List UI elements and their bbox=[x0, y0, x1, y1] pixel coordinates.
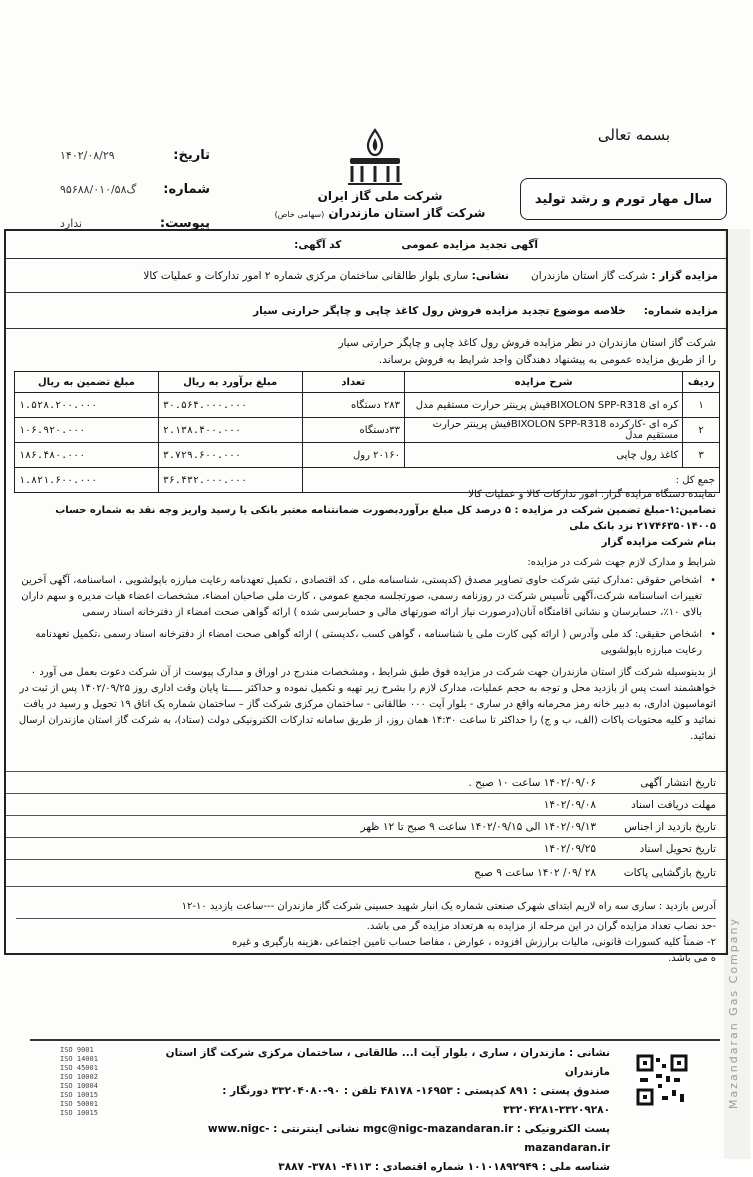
iso-item: ISO 10015 bbox=[60, 1109, 98, 1117]
iso-item: ISO 45001 bbox=[60, 1064, 98, 1072]
schedule-label: تاریخ بازدید از اجناس bbox=[624, 820, 716, 833]
schedule-value: ۱۴۰۲/۰۹/۲۵ bbox=[543, 842, 596, 855]
schedule-label: تاریخ بازگشایی پاکات bbox=[623, 867, 716, 879]
iso-item: ISO 10015 bbox=[60, 1091, 98, 1099]
basmala: بسمه تعالی bbox=[597, 126, 670, 144]
iso-item: ISO 10004 bbox=[60, 1082, 98, 1090]
guarantee-line-2: بنام شرکت مزایده گزار bbox=[601, 537, 716, 548]
col-estimate: مبلغ برآورد به ریال bbox=[158, 372, 302, 393]
row-quantity: ۲۸۳ دستگاه bbox=[302, 393, 404, 418]
table-row bbox=[15, 443, 720, 468]
company-sub: شرکت گاز استان مازندران bbox=[328, 206, 486, 220]
schedule-value: ۱۴۰۲/۰۹/۱۳ الی ۱۴۰۲/۰۹/۱۵ ساعت ۹ صبح تا ۱۲ ظهر bbox=[360, 820, 596, 833]
guarantee-line-1: تضامین:۱-مبلغ تضمین شرکت در مزایده : ۵ درصد کل مبلغ برآوردبصورت ضمانتنامه معتبر بانکی یا رسید واریز وجه نقد به شماره حساب ۲۱۷۴۶۳۵۰۱۴۰۰۵ نزد بانک ملی bbox=[55, 505, 716, 532]
qr-code bbox=[636, 1054, 688, 1106]
auction-table bbox=[14, 371, 720, 493]
address-label: نشانی: bbox=[471, 269, 509, 282]
notice-code-label: کد آگهی: bbox=[294, 238, 342, 251]
notes-block bbox=[16, 899, 716, 967]
row-guarantee: ۱۰۶.۹۲۰.۰۰۰ bbox=[15, 418, 159, 443]
note-item: -حد نصاب تعداد مزایده گران در این مرحله از مزایده به هرتعداد مزایده گر می باشد. bbox=[366, 921, 716, 932]
nigc-logo bbox=[338, 128, 412, 186]
row-index: ۱ bbox=[683, 393, 720, 418]
row-estimate: ۳.۷۲۹.۶۰۰.۰۰۰ bbox=[158, 443, 302, 468]
notice-title: آگهی تجدید مزایده عمومی bbox=[401, 238, 538, 251]
schedule-value: ۲۸ /۰۹/ ۱۴۰۲ ساعت ۹ صبح bbox=[474, 867, 596, 879]
total-estimate: ۳۶.۴۳۲.۰۰۰.۰۰۰ bbox=[158, 468, 302, 493]
row-index: ۳ bbox=[683, 443, 720, 468]
number-label: شماره: bbox=[163, 181, 210, 197]
iso-item: ISO 10002 bbox=[60, 1073, 98, 1081]
schedule-value: ۱۴۰۲/۰۹/۰۸ bbox=[543, 798, 596, 811]
date-value: ۱۴۰۲/۰۸/۲۹ bbox=[60, 148, 115, 162]
schedule-row bbox=[6, 793, 726, 815]
table-header-row bbox=[15, 372, 720, 393]
iso-certifications bbox=[60, 1046, 138, 1118]
iso-item: ISO 9001 bbox=[60, 1046, 94, 1054]
intro-paragraph bbox=[16, 335, 716, 369]
legal-persons-item: • اشخاص حقوقی :مدارک ثبتی شرکت حاوی تصاویر مصدق (کدپستی، شناسنامه ملی ، کد اقتصادی ، تکمیل تعهدنامه رعایت مبارزه باپولشویی ، اساسنامه، آگهی آخرین تغییرات اساسنامه شرکت،آگهی تأسیس شرکت در روزنامه رسمی، صورتجلسه مجمع عمومی ، کارت ملی صاحبان امضاء، مشخصات اعضاء هیات مدیره و سهم داران بالای ۱۰٪، حسابرسان و نشانی اقامتگاه آنان(درصورت نیاز ارائه صورتهای مالی و حسابرسی شده ) ارائه گواهی صحت امضاء از دفترخانه اسناد رسمی bbox=[16, 573, 716, 621]
note-item: ۲- ضمناً کلیه کسورات قانونی، مالیات برارزش افزوده ، عوارض ، مفاصا حساب تامین اجتماعی ،هزینه بارگیری و غیره bbox=[231, 937, 716, 948]
footer-phones: صندوق پستی : ۸۹۱ کدپستی : ۱۶۹۵۳- ۴۸۱۷۸ تلفن : ۹۰-۳۳۲۰۴۰۸۰ دورنگار : ۳۳۲۰۹۲۸۰-۳۳۲۰۴۲۸۱ bbox=[222, 1085, 610, 1116]
iso-item: ISO 50001 bbox=[60, 1100, 98, 1108]
row-estimate: ۲.۱۳۸.۴۰۰.۰۰۰ bbox=[158, 418, 302, 443]
row-guarantee: ۱۸۶.۴۸۰.۰۰۰ bbox=[15, 443, 159, 468]
address-value: ساری بلوار طالقانی ساختمان مرکزی شماره ۲ امور تدارکات و عملیات کالا bbox=[143, 269, 469, 282]
col-index: ردیف bbox=[683, 372, 720, 393]
table-row bbox=[15, 418, 720, 443]
footer-ids: شناسه ملی : ۱۰۱۰۱۸۹۲۹۴۹ شماره اقتصادی : ۴۱۱۳- ۳۷۸۱- ۳۸۸۷ bbox=[278, 1161, 610, 1173]
visit-address: آدرس بازدید : ساری سه راه لاریم ابتدای شهرک صنعتی شماره یک انبار شهید حسینی شرکت گاز مازندران ---ساعت بازدید ۱۰-۱۲ bbox=[16, 899, 716, 919]
total-guarantee: ۱.۸۲۱.۶۰۰.۰۰۰ bbox=[15, 468, 159, 493]
date-label: تاریخ: bbox=[173, 147, 210, 163]
company-sub-note: (سهامی خاص) bbox=[274, 210, 325, 219]
year-slogan: سال مهار تورم و رشد تولید bbox=[534, 191, 713, 207]
schedule-value: ۱۴۰۲/۰۹/۰۶ ساعت ۱۰ صبح . bbox=[468, 776, 596, 789]
number-row bbox=[60, 172, 210, 206]
invitation-paragraph: از بدینوسیله شرکت گاز استان مازندران جهت شرکت در مزایده فوق طبق شرایط ، ومشخصات مندرج در اوراق و مدارک پیوست از آن شرکت دعوت بعمل می آورد ۰ خواهشمند است پس از بازدید محل و توجه به حجم عملیات، مدارک لازم را بشرح زیر تهیه و تکمیل نموده و حداکثر ـــــتا پایان وقت اداری روز ۱۴۰۲/۰۹/۲۵ پس از ثبت در اتوماسیون اداری، به دبیر خانه رمز محرمانه واقع در ساری - بلوار آیت ۰۰۰ طالقانی - ساختمان مرکزی شرکت گاز – ساختمان شماره یک اتاق ۱۹ تحویل و رسید در یافت نمائید و کلیه محتویات پاکات (الف، ب و ج) را حداکثر تا ساعت ۱۴:۳۰ همان روز، از طریق سامانه تدارکات الکترونیکی دولت (ستاد)، به شرکت گاز استان مازندران ارسال نمائید. bbox=[18, 667, 716, 742]
intro-line-2: را از طریق مزایده عمومی به پیشنهاد دهندگان واجد شرایط به فروش برساند. bbox=[378, 354, 716, 366]
auction-number-row bbox=[6, 293, 726, 329]
auctioneer-label: مزایده گزار : bbox=[651, 269, 718, 282]
row-quantity: ۳۳دستگاه bbox=[302, 418, 404, 443]
schedule-row bbox=[6, 815, 726, 837]
auctioneer-row bbox=[6, 259, 726, 293]
schedule-row bbox=[6, 771, 726, 793]
attachment-value: ندارد bbox=[60, 216, 83, 230]
side-strip-text: Mazandaran Gas Company bbox=[727, 917, 740, 1109]
schedule-row bbox=[6, 859, 726, 887]
company-sub-line bbox=[250, 205, 510, 223]
representative-line: نماینده دستگاه مزایده گزار: امور تدارکات کالا و عملیات کالا bbox=[468, 489, 716, 500]
schedule-label: مهلت دریافت اسناد bbox=[631, 798, 716, 811]
row-quantity: ۲۰۱۶۰ رول bbox=[302, 443, 404, 468]
year-slogan-box bbox=[520, 178, 727, 220]
footer-web: پست الکترونیکی : mgc@nigc-mazandaran.ir نشانی اینترنتی : www.nigc-mazandaran.ir bbox=[207, 1123, 610, 1154]
letter-meta bbox=[60, 138, 210, 240]
company-block bbox=[250, 188, 510, 223]
conditions-title: شرایط و مدارک لازم جهت شرکت در مزایده: bbox=[527, 557, 716, 568]
schedule-row bbox=[6, 837, 726, 859]
number-value: گ۹۵۶۸۸/۰۱۰/۵۸ bbox=[60, 182, 137, 196]
company-name: شرکت ملی گاز ایران bbox=[317, 189, 443, 203]
schedule-label: تاریخ تحویل اسناد bbox=[639, 842, 716, 855]
col-guarantee: مبلغ تضمین به ریال bbox=[15, 372, 159, 393]
col-quantity: تعداد bbox=[302, 372, 404, 393]
notice-title-row bbox=[6, 231, 726, 259]
conditions-block bbox=[16, 487, 716, 745]
row-description: کره ای -کارکرده BIXOLON SPP-R318فیش پرینتر حرارت مستقیم مدل bbox=[404, 418, 682, 443]
date-row bbox=[60, 138, 210, 172]
row-description: کره ای BIXOLON SPP-R318فیش پرینتر حرارت مستقیم مدل bbox=[404, 393, 682, 418]
schedule-label: تاریخ انتشار آگهی bbox=[640, 776, 716, 789]
note-item: ه می باشد. bbox=[668, 953, 716, 964]
row-guarantee: ۱.۵۲۸.۲۰۰.۰۰۰ bbox=[15, 393, 159, 418]
auctioneer-value: شرکت گاز استان مازندران bbox=[531, 269, 649, 282]
row-description: کاغذ رول چاپی bbox=[404, 443, 682, 468]
natural-persons-item: • اشخاص حقیقی: کد ملی وآدرس ( ارائه کپی کارت ملی یا شناسنامه ، گواهی کسب ،کدپستی ) ارائه گواهی صحت امضاء از دفترخانه اسناد رسمی ،تکمیل تعهدنامه رعایت مبارزه باپولشویی bbox=[16, 627, 716, 659]
auction-summary: خلاصه موضوع تجدید مزایده فروش رول کاغذ چاپی و چاپگر حرارتی سیار bbox=[253, 304, 626, 317]
attachment-label: پیوست: bbox=[159, 215, 210, 231]
iso-item: ISO 14001 bbox=[60, 1055, 98, 1063]
auction-number-label: مزایده شماره: bbox=[643, 304, 718, 317]
footer-contact bbox=[150, 1044, 610, 1177]
footer-divider bbox=[30, 1039, 720, 1041]
footer-address: نشانی : مازندران ، ساری ، بلوار آیت ا... طالقانی ، ساختمان مرکزی شرکت گاز استان مازندران bbox=[165, 1047, 610, 1078]
table-row bbox=[15, 393, 720, 418]
row-index: ۲ bbox=[683, 418, 720, 443]
notice-box bbox=[4, 229, 728, 964]
row-estimate: ۳۰.۵۶۴.۰۰۰.۰۰۰ bbox=[158, 393, 302, 418]
total-label: جمع کل : bbox=[302, 468, 719, 493]
col-description: شرح مزایده bbox=[404, 372, 682, 393]
intro-line-1: شرکت گاز استان مازندران در نظر مزایده فروش رول کاغذ چاپی و چاپگر حرارتی سیار bbox=[338, 337, 716, 349]
